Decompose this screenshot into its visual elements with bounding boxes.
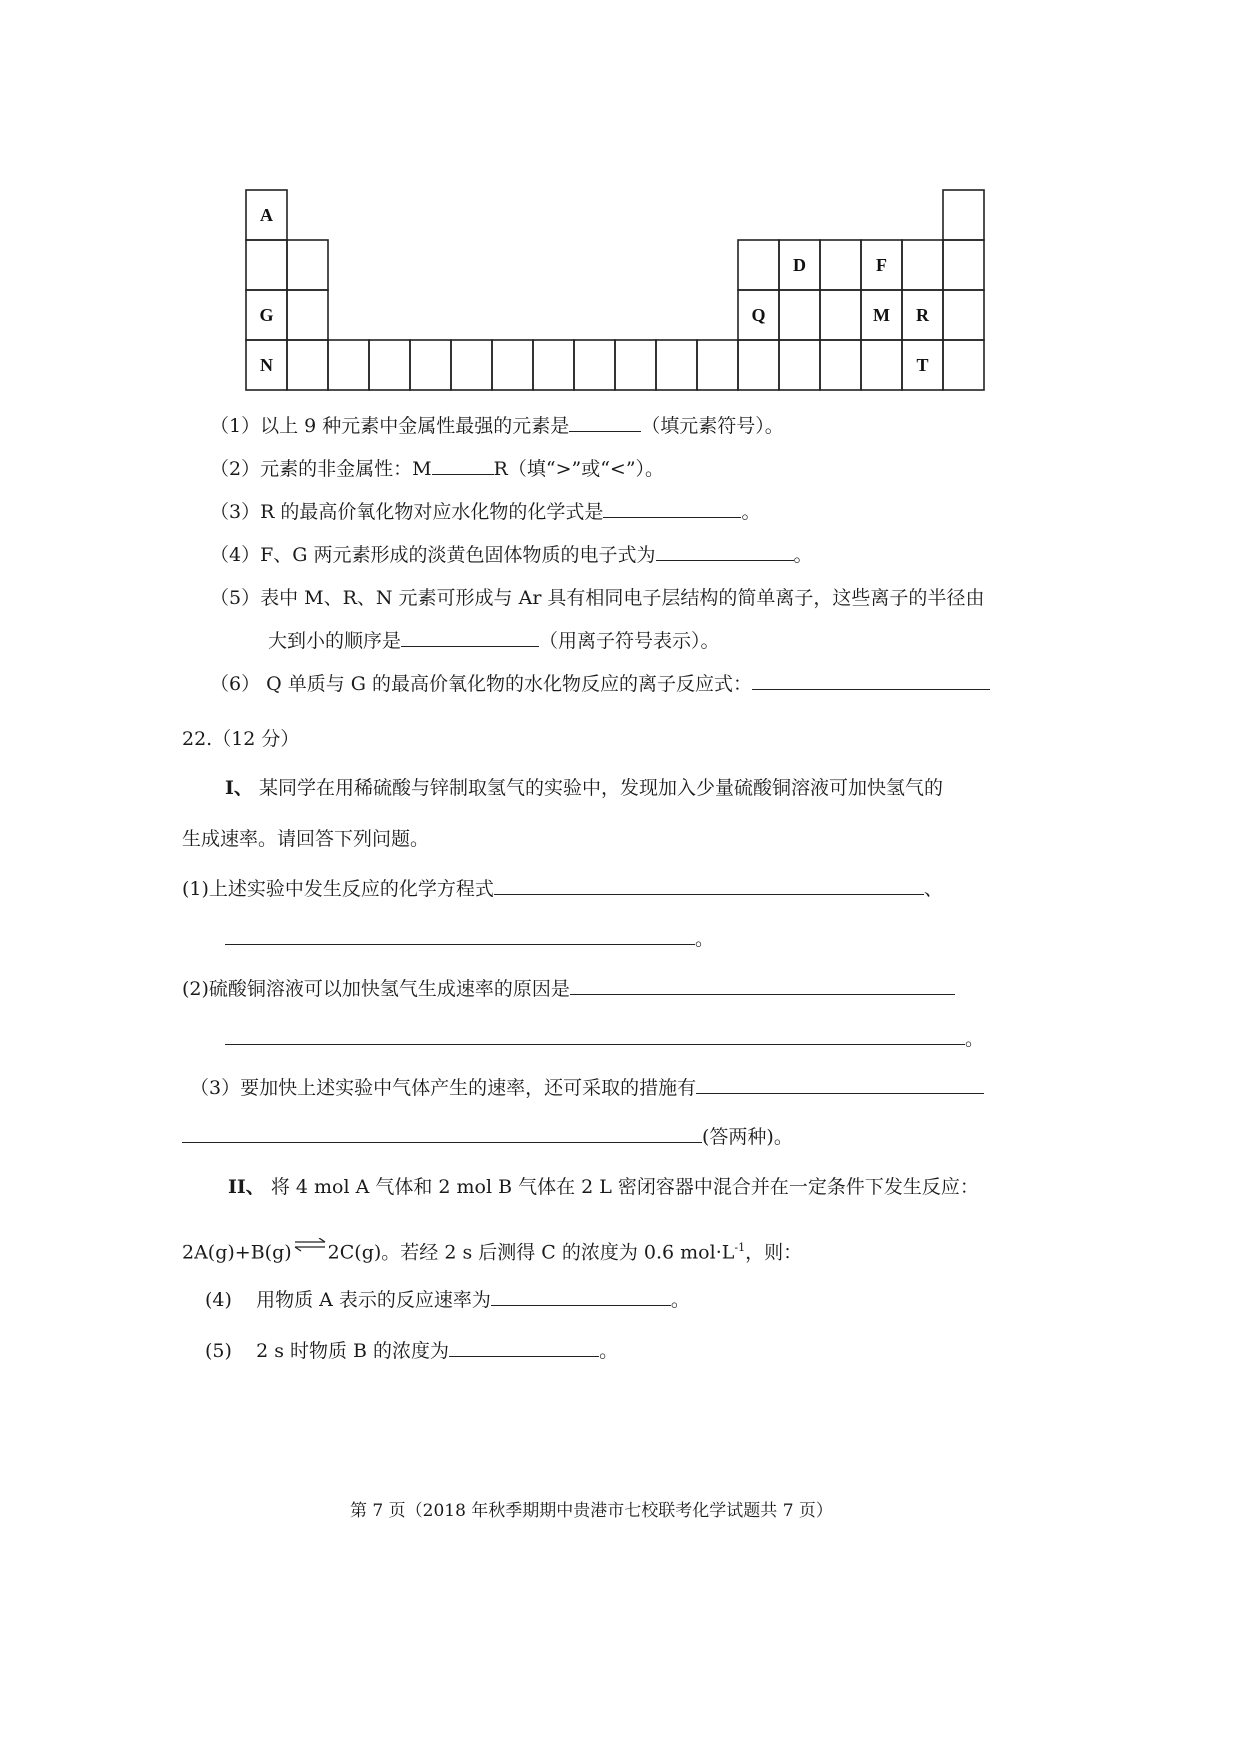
q22-part2-intro [228, 1174, 979, 1200]
answer-blank[interactable] [752, 688, 990, 690]
answer-blank[interactable] [491, 1304, 671, 1306]
answer-blank[interactable] [182, 1141, 702, 1143]
q22-q2-line2 [225, 1026, 984, 1052]
answer-blank[interactable] [569, 430, 641, 432]
answer-blank[interactable] [225, 943, 695, 945]
q22-header [182, 726, 299, 752]
q21-part1-suffix: （填元素符号）。 [641, 415, 784, 437]
q22-q5-num: (5) [205, 1340, 232, 1362]
q21-part5-text: （5）表中 M、R、N 元素可形成与 Ar 具有相同电子层结构的简单离子，这些离子的半径由 [210, 587, 985, 609]
equation-end: ，则： [745, 1241, 803, 1264]
element-R: R [916, 305, 929, 325]
element-Q: Q [751, 305, 766, 325]
element-A: A [260, 205, 273, 225]
q21-part5 [210, 585, 984, 611]
q21-part4-suffix: 。 [793, 544, 813, 566]
q22-q4-end: 。 [670, 1289, 690, 1311]
answer-blank[interactable] [603, 516, 741, 518]
answer-blank[interactable] [494, 893, 924, 895]
q22-q3-line2 [182, 1124, 793, 1150]
q22-q2-text: (2)硫酸铜溶液可以加快氢气生成速率的原因是 [182, 978, 570, 1000]
q21-part6-text: （6） Q 单质与 G 的最高价氧化物的水化物反应的离子反应式： [210, 673, 753, 695]
q22-part2-intro-text: 将 4 mol A 气体和 2 mol B 气体在 2 L 密闭容器中混合并在一定条件下发生反应： [270, 1176, 979, 1198]
q22-q1-text: (1)上述实验中发生反应的化学方程式 [182, 878, 494, 900]
q21-part2-text: （2）元素的非金属性：M [210, 458, 432, 480]
answer-blank[interactable] [696, 1092, 984, 1094]
answer-blank[interactable] [656, 559, 794, 561]
q21-part2-mid: R（填“>”或“<”）。 [493, 458, 665, 480]
q22-q3-end: (答两种)。 [702, 1126, 793, 1148]
q22-part2-label: II、 [228, 1176, 265, 1198]
answer-blank[interactable] [432, 473, 494, 475]
q22-q4-text: 用物质 A 表示的反应速率为 [256, 1289, 491, 1311]
element-F: F [876, 255, 887, 275]
q22-part1-intro-2 [182, 826, 429, 852]
q22-q3 [190, 1075, 984, 1101]
q22-q5 [205, 1338, 618, 1364]
equation-superscript: -1 [734, 1241, 746, 1254]
q22-q2 [182, 976, 955, 1002]
q21-part4 [210, 542, 813, 568]
page-footer-text: 第 7 页（2018 年秋季期期中贵港市七校联考化学试题共 7 页） [350, 1501, 833, 1521]
equation-right: 2C(g)。若经 2 s 后测得 C 的浓度为 0.6 mol·L [327, 1241, 735, 1264]
q22-q4-num: (4) [205, 1289, 232, 1311]
q21-part3-text: （3）R 的最高价氧化物对应水化物的化学式是 [210, 501, 604, 523]
q21-part6 [210, 671, 990, 697]
answer-blank[interactable] [449, 1355, 599, 1357]
equation-left: 2A(g)+B(g) [182, 1241, 292, 1264]
q22-part1-intro-text: 某同学在用稀硫酸与锌制取氢气的实验中，发现加入少量硫酸铜溶液可加快氢气的 [258, 777, 943, 799]
element-N: N [260, 355, 273, 375]
page-footer [350, 1496, 833, 1521]
q22-part1-intro [225, 775, 943, 801]
q22-q1-end: 。 [695, 928, 715, 950]
element-G: G [259, 305, 274, 325]
q21-part5-suffix: （用离子符号表示）。 [539, 630, 720, 652]
q21-part4-text: （4）F、G 两元素形成的淡黄色固体物质的电子式为 [210, 544, 656, 566]
q22-equation [182, 1235, 802, 1265]
q22-part1-label: I、 [225, 777, 253, 799]
q22-q4 [205, 1287, 690, 1313]
periodic-table [240, 185, 1000, 395]
q22-q1-sep: 、 [923, 878, 943, 900]
q21-part2 [210, 456, 664, 482]
element-T: T [916, 355, 929, 375]
q22-q1-line2 [225, 926, 714, 952]
q22-part1-intro-2-text: 生成速率。请回答下列问题。 [182, 828, 430, 850]
element-D: D [793, 255, 806, 275]
q22-q1 [182, 876, 943, 902]
equilibrium-arrow-icon [293, 1238, 327, 1252]
table-grid [246, 190, 984, 390]
element-M: M [873, 305, 890, 325]
q22-q2-end: 。 [965, 1028, 985, 1050]
q21-part1-text: （1）以上 9 种元素中金属性最强的元素是 [210, 415, 570, 437]
q22-q3-text: （3）要加快上述实验中气体产生的速率，还可采取的措施有 [190, 1077, 697, 1099]
q22-q5-end: 。 [599, 1340, 619, 1362]
q22-q5-text: 2 s 时物质 B 的浓度为 [256, 1340, 450, 1362]
answer-blank[interactable] [401, 645, 539, 647]
q21-part5-line2 [268, 628, 720, 654]
q21-part1 [210, 413, 784, 439]
answer-blank[interactable] [225, 1043, 965, 1045]
q21-part3-suffix: 。 [741, 501, 761, 523]
q21-part5-line2-text: 大到小的顺序是 [268, 630, 402, 652]
answer-blank[interactable] [570, 993, 955, 995]
q22-header-text: 22.（12 分） [182, 728, 300, 750]
q21-part3 [210, 499, 760, 525]
